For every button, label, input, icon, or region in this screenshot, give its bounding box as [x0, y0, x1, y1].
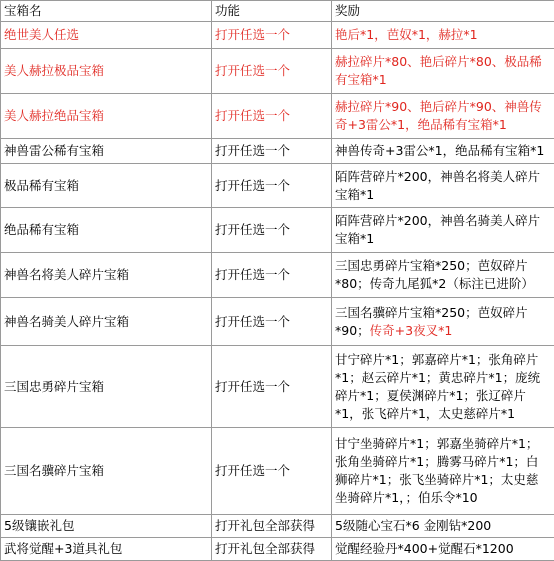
reward-line: *90；	[335, 323, 370, 338]
table-row	[1, 538, 554, 561]
reward-line: 狮碎片*1；张飞坐骑碎片*1；太史慈	[335, 472, 538, 487]
reward-line: 有宝箱*1	[335, 72, 387, 87]
table-row	[1, 346, 554, 428]
box-function: 打开任选一个	[212, 164, 332, 208]
reward-line: 三国名骥碎片宝箱*250；芭奴碎片	[335, 305, 528, 320]
table-row	[1, 208, 554, 253]
box-reward	[332, 253, 554, 298]
box-function: 打开任选一个	[212, 346, 332, 428]
box-name: 5级镶嵌礼包	[1, 515, 212, 538]
box-reward	[332, 346, 554, 428]
box-name: 极品稀有宝箱	[1, 164, 212, 208]
box-name: 神兽名将美人碎片宝箱	[1, 253, 212, 298]
box-reward	[332, 49, 554, 94]
box-reward	[332, 94, 554, 139]
box-reward	[332, 298, 554, 346]
reward-line: *1，张飞碎片*1，太史慈碎片*1	[335, 406, 515, 421]
reward-line: 陌阵营碎片*200，神兽名骑美人碎片	[335, 213, 540, 228]
box-reward	[332, 538, 554, 561]
reward-line: 赫拉碎片*90、艳后碎片*90、神兽传	[335, 99, 542, 114]
box-reward	[332, 164, 554, 208]
box-name: 三国忠勇碎片宝箱	[1, 346, 212, 428]
box-function: 打开礼包全部获得	[212, 515, 332, 538]
reward-line: 碎片*1；夏侯渊碎片*1；张辽碎片	[335, 388, 526, 403]
table-row	[1, 515, 554, 538]
reward-line: *80；传奇九尾狐*2（标注已进阶）	[335, 276, 534, 291]
box-function: 打开任选一个	[212, 298, 332, 346]
box-reward	[332, 208, 554, 253]
box-name: 武将觉醒+3道具礼包	[1, 538, 212, 561]
box-name: 神兽名骑美人碎片宝箱	[1, 298, 212, 346]
table-row	[1, 139, 554, 164]
reward-line: 坐骑碎片*1，；伯乐令*10	[335, 490, 478, 505]
box-function: 打开任选一个	[212, 22, 332, 49]
box-function: 打开任选一个	[212, 253, 332, 298]
header-box-name: 宝箱名	[1, 1, 212, 22]
reward-line: 三国忠勇碎片宝箱*250；芭奴碎片	[335, 258, 528, 273]
box-function: 打开任选一个	[212, 49, 332, 94]
table-row	[1, 253, 554, 298]
header-function: 功能	[212, 1, 332, 22]
reward-line: 张角坐骑碎片*1；腾雾马碎片*1；白	[335, 454, 538, 469]
table-row	[1, 164, 554, 208]
table-header-row	[1, 1, 554, 22]
table-row	[1, 428, 554, 515]
box-reward	[332, 428, 554, 515]
box-function: 打开礼包全部获得	[212, 538, 332, 561]
reward-line: 陌阵营碎片*200，神兽名将美人碎片	[335, 169, 540, 184]
table-row	[1, 22, 554, 49]
reward-highlight: 传奇+3夜叉*1	[370, 323, 453, 338]
reward-line: 宝箱*1	[335, 231, 374, 246]
box-name: 三国名骥碎片宝箱	[1, 428, 212, 515]
reward-line: 奇+3雷公*1，绝品稀有宝箱*1	[335, 117, 507, 132]
table-row	[1, 94, 554, 139]
reward-line: *1；赵云碎片*1；黄忠碎片*1；庞统	[335, 370, 540, 385]
box-function: 打开任选一个	[212, 94, 332, 139]
reward-line: 神兽传奇+3雷公*1，绝品稀有宝箱*1	[335, 143, 544, 158]
reward-line: 觉醒经验丹*400+觉醒石*1200	[335, 541, 514, 556]
box-reward	[332, 22, 554, 49]
box-name: 绝品稀有宝箱	[1, 208, 212, 253]
box-reward	[332, 139, 554, 164]
header-reward: 奖励	[332, 1, 554, 22]
reward-line: 赫拉碎片*80、艳后碎片*80、极品稀	[335, 54, 542, 69]
box-name: 神兽雷公稀有宝箱	[1, 139, 212, 164]
reward-line: 5级随心宝石*6 金刚钻*200	[335, 518, 491, 533]
box-function: 打开任选一个	[212, 139, 332, 164]
box-function: 打开任选一个	[212, 208, 332, 253]
reward-line: 甘宁碎片*1；郭嘉碎片*1；张角碎片	[335, 352, 538, 367]
table-row	[1, 298, 554, 346]
reward-line: 艳后*1，芭奴*1，赫拉*1	[335, 27, 478, 42]
reward-line: 甘宁坐骑碎片*1；郭嘉坐骑碎片*1；	[335, 436, 538, 451]
box-name: 美人赫拉极品宝箱	[1, 49, 212, 94]
box-name: 美人赫拉绝品宝箱	[1, 94, 212, 139]
box-reward	[332, 515, 554, 538]
reward-line: 宝箱*1	[335, 187, 374, 202]
table-row	[1, 49, 554, 94]
box-name: 绝世美人任选	[1, 22, 212, 49]
box-function: 打开任选一个	[212, 428, 332, 515]
